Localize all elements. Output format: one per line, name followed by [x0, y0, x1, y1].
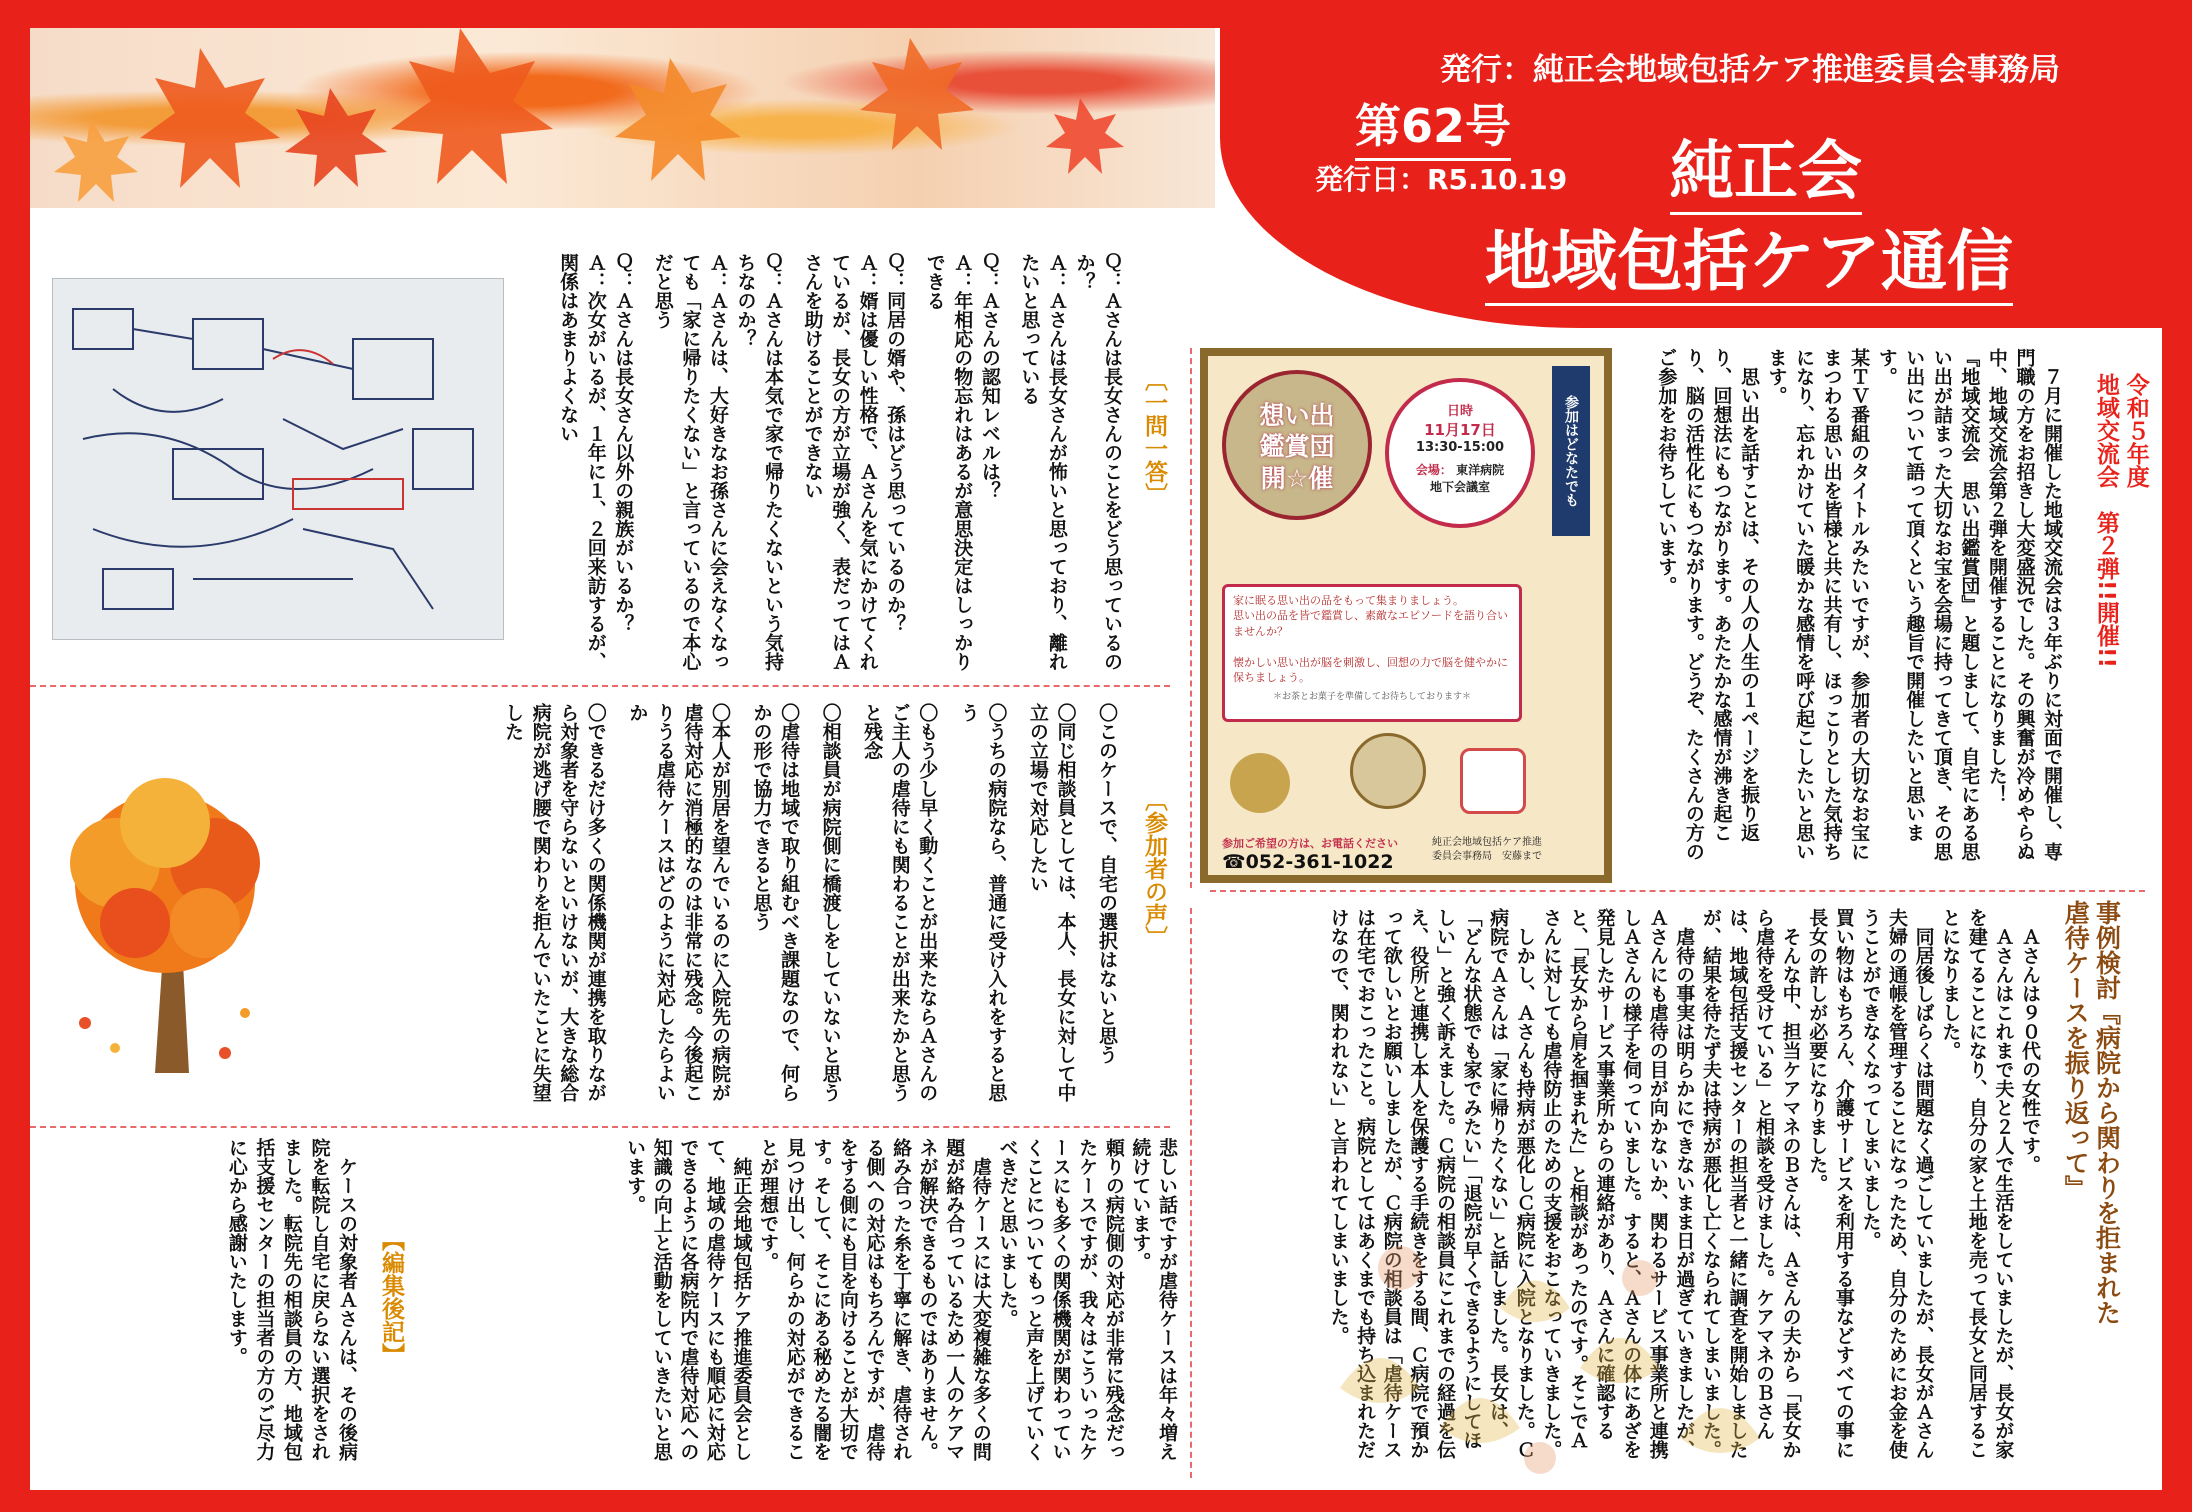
divider-left-top: [30, 685, 1170, 687]
flyer-message: 家に眠る思い出の品をもって集まりましょう。 思い出の品を皆で鑑賞し、素敵なエピソードを語り合いませんか？ 懐かしい思い出が脳を刺激し、回想の力で脳を健やかに保ちましょう。: [1233, 594, 1508, 684]
flyer-side-label: 参加はどなたでも: [1552, 366, 1590, 536]
voices-list: [300, 703, 1120, 1113]
qa-item: Ｑ：Ａさんは本気で家で帰りたくないという気持ちなのか？: [734, 253, 784, 671]
case-study-heading: 事例検討『病院から関わりを拒まれた 虐待ケースを振り返って』: [2061, 900, 2122, 1325]
flyer-date: 11月17日: [1424, 421, 1496, 439]
qa-list: [525, 253, 1125, 683]
commentary-text: 悲しい話ですが虐待ケースは年々増え続けています。 頼りの病院側の対応が非常に残念だったケースですが、我々はこういったケースにも多くの関係機関が関わっていくことについてもっと声を上げていくべきだと思いました。 虐待ケースには大変複雑な多くの問題が絡み合っているため一人のケアマネが解決できるものではありません。絡み合った糸を丁寧に解き、虐待される側への対応はもちろんですが、虐待をする側にも目を向けることが大切です。そして、そこにある秘めたる闇を見つけ出し、何らかの対応ができることが理想です。 純正会地域包括ケア推進委員会として、地域の虐待ケースにも順応に対応できるように各病院内で虐待対応への知識の向上と活動をしていきたいと思います。: [624, 1138, 1178, 1461]
case-study-body: Ａさんは９０代の女性です。 Ａさんはこれまで夫と２人で生活をしていましたが、長女が家を建てることになり、自分の家と土地を売って長女と同居することになりました。 同居後しばらくは問題なく過ごしていましたが、長女がＡさん夫婦の通帳を管理することになったため、自分のためにお金を使うことができなくなってしまいました。 買い物はもちろん、介護サービスを利用する事などすべての事に長女の許しが必要になりました。 そんな中、担当ケアマネのＢさんは、Ａさんの夫から「長女から虐待を受けている」と相談を受けました。ケアマネのＢさんは、地域包括支援センターの担当者と一緒に調査を開始しましたが、結果を待たず夫は持病が悪化し亡くなられてしまいました。 虐待の事実は明らかにできないまま日が過ぎていきましたが、Ａさんにも虐待の目が向かないか、関わるサービス事業所と連携しＡさんの様子を伺っていました。すると、Ａさんの体にあざを発見したサービス事業所からの連絡があり、Ａさんに確認すると、「長女から肩を掴まれた」と相談があったのです。そこでＡさんに対しても虐待防止のための支援をおこなっていきました。 しかし、Ａさんも持病が悪化しＣ病院に入院となりました。Ｃ病院でＡさんは「家に帰りたくない」と話しました。長女は、「どんな状態でも家でみたい」「退院が早くできるようにしてほしい」と強く訴えました。Ｃ病院の相談員にこれまでの経過を伝え、役所と連携し本人を保護する手続きをする間、Ｃ病院で預かって欲しいとお願いしましたが、Ｃ病院の相談員は「虐待ケースは在宅でおこったこと。病院としてはあくまでも持ち込まれただけなので、関われない」と言われてしまいました。: [1327, 908, 2041, 1459]
qa-item: Ａ：Ａさんは長女さんが怖いと思っており、離れたいと思っている: [1018, 253, 1068, 671]
ginkgo-leaves-decoration: [1280, 1188, 1780, 1478]
autumn-tree-illustration: [55, 773, 275, 1073]
flyer-title: 想い出 鑑賞団 開☆催: [1222, 370, 1372, 520]
publisher-line: 発行：純正会地域包括ケア推進委員会事務局: [1440, 52, 2060, 88]
voice-item: 〇このケースで、自宅の選択はないと思う: [1096, 703, 1118, 1064]
editors-note-body: ケースの対象者Ａさんは、その後病院を転院し自宅に戻らない選択をされました。転院先の相談員の方、地域包括支援センターの担当者の方のご尽力に心から感謝いたします。: [225, 1138, 358, 1461]
divider-center: [1190, 348, 1192, 888]
editors-note-heading: 【編集後記】: [378, 1228, 404, 1366]
community-body: ７月に開催した地域交流会は３年ぶりに対面で開催し、専門職の方をお招きし大変盛況でした。その興奮が冷めやらぬ中、地域交流会第２弾を開催することになりました！ 『地域交流会 思い出鑑賞団』と題しまして、自宅にある思い出が詰まった大切なお宝を会場に持ってきて頂き、その思い出について語って頂くという趣旨で開催したいと思います。 某ＴＶ番組のタイトルみたいですが、参加者の大切なお宝にまつわる思い出を皆様と共に共有し、ほっこりとした気持ちになり、忘れかけていた暖かな感情を呼び起こしたいと思います。 思い出を話すことは、その人の人生の１ページを振り返り、回想法にもつながります。あたたかな感情が沸き起こり、脳の活性化にもつながります。どうぞ、たくさんの方のご参加をお待ちしています。: [1655, 348, 2063, 861]
community-heading: 令和５年度 地域交流会 第２弾!!開催!!: [2092, 373, 2149, 668]
qa-item: Ｑ：Ａさんは長女さん以外の親族がいるか？: [612, 253, 635, 633]
voices-heading: 〔参加者の声〕: [1141, 788, 1167, 949]
qa-item: Ｑ：Ａさんの認知レベルは？: [978, 253, 1001, 500]
flyer-contact-lead: 参加ご希望の方は、お電話ください: [1222, 837, 1398, 850]
qa-item: Ｑ：Ａさんは長女さんのことをどう思っているのか？: [1073, 253, 1123, 671]
flyer-venue-label: 会場：: [1415, 463, 1452, 477]
flyer-venue: 東洋病院 地下会議室: [1429, 463, 1505, 494]
flyer-note: ＊お茶とお菓子を準備してお待ちしております＊: [1272, 692, 1471, 703]
flyer-phone: ☎052-361-1022: [1222, 851, 1394, 873]
flyer-date-circle: [1385, 378, 1535, 528]
flyer-contact-name: 純正会地域包括ケア推進 委員会事務局 安藤まで: [1432, 837, 1542, 862]
whiteboard-photo: [52, 278, 504, 640]
voice-item: 〇虐待は地域で取り組むべき課題なので、何らかの形で協力できると思う: [750, 703, 801, 1102]
newsletter-title: 地域包括ケア通信: [1485, 208, 2013, 306]
qa-item: Ａ：年相応の物忘れはあるが意思決定はしっかりできる: [923, 253, 974, 671]
divider-lower-center: [1190, 908, 1192, 1478]
voice-item: 〇本人が別居を望んでいるのに入院先の病院が虐待対応に消極的なのは非常に残念。今後起こりうる虐待ケースはどのように対応したらよいか: [626, 703, 731, 1102]
issue-date: 発行日：R5.10.19: [1315, 163, 1568, 196]
org-name: 純正会: [1670, 120, 1862, 215]
voice-item: 〇もう少し早く動くことが出来たならＡさんのご主人の虐待にも関わることが出来たかと思うと残念: [861, 703, 939, 1102]
voice-item: 〇できるだけ多くの関係機関が連携を取りながら対象者を守らないといけないが、大きな総合病院が逃げ腰で関わりを拒んでいたことに失望した: [502, 703, 607, 1102]
flyer-time: 13:30-15:00: [1415, 440, 1505, 455]
newsletter-paper: [30, 28, 2162, 1490]
voice-item: 〇同じ相談員としては、本人、長女に対して中立の立場で対応したい: [1026, 703, 1077, 1102]
divider-right-middle: [1210, 890, 2145, 892]
voice-item: 〇相談員が病院側に橋渡しをしていないと思う: [819, 703, 842, 1102]
qa-item: Ｑ：同居の婿や、孫はどう思っているのか？: [884, 253, 907, 633]
qa-heading: 〔一問一答〕: [1141, 368, 1167, 506]
flyer-message-box: [1222, 584, 1522, 722]
flyer-date-label: 日時: [1446, 404, 1473, 419]
qa-item: Ａ：婿は優しい性格で、Ａさんを気にかけてくれているが、長女の方が立場が強く、表だってはＡさんを助けることができない: [801, 253, 879, 671]
voice-item: 〇うちの病院なら、普通に受け入れをすると思う: [957, 703, 1008, 1102]
maple-leaves-banner: [30, 28, 1215, 208]
qa-item: Ａ：Ａさんは、大好きなお孫さんに会えなくなっても「家に帰りたくない」と言っているので本心だと思う: [651, 253, 729, 671]
issue-number: 第62号: [1355, 90, 1511, 161]
divider-left-bottom: [30, 1126, 1170, 1128]
flyer-illustration: [1230, 733, 1560, 823]
event-flyer: [1200, 348, 1612, 883]
qa-item: Ａ：次女がいるが、１年に１、２回来訪するが、関係はあまりよくない: [557, 253, 607, 671]
